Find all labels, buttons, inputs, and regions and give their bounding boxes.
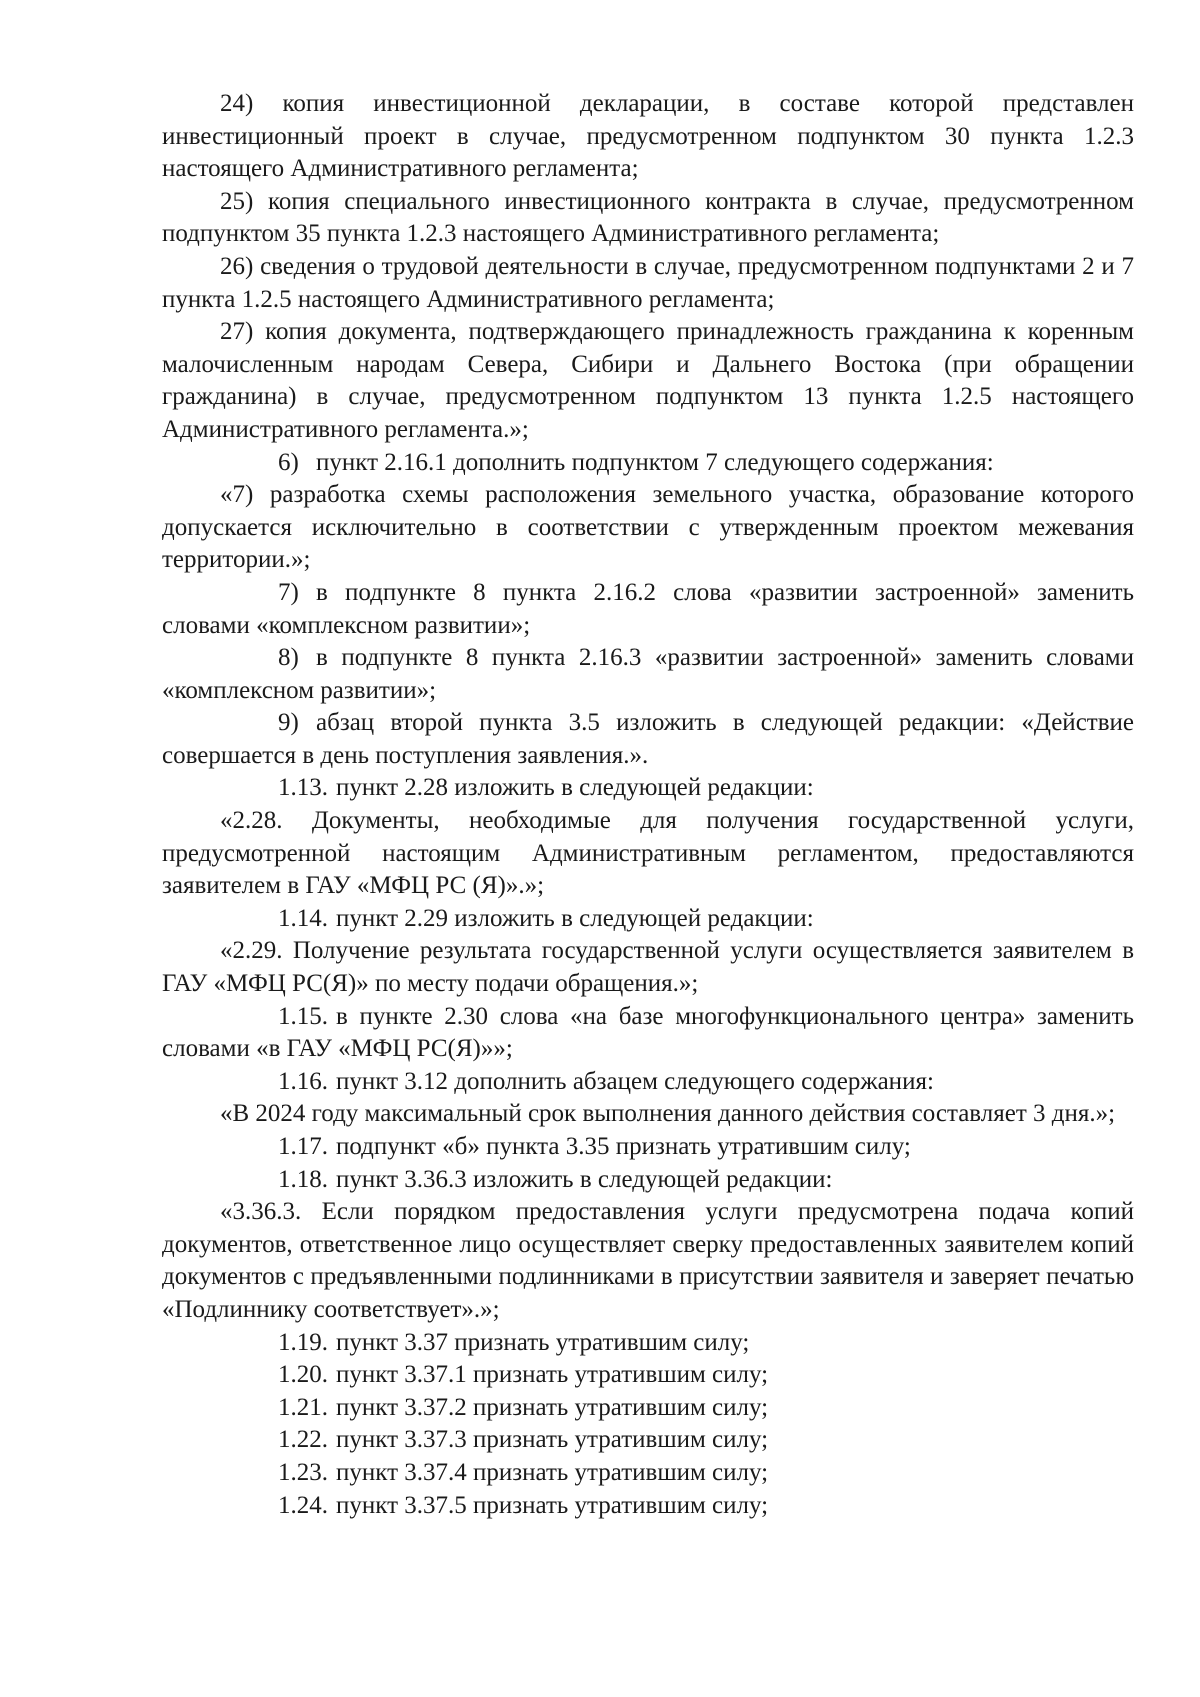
- item-1-14: [162, 903, 1134, 936]
- item-9: [162, 707, 1134, 772]
- item-number: 1.18.: [278, 1165, 328, 1193]
- item-1-24: [162, 1490, 1134, 1523]
- item-1-20: [162, 1359, 1134, 1392]
- item-text: пункт 3.37.5 признать утратившим силу;: [336, 1491, 769, 1519]
- item-6: [162, 447, 1134, 480]
- item-text: в пункте 2.30 слова «на базе многофункционального центра» заменить словами «в ГАУ «МФЦ РС(Я)»»;: [162, 1002, 1134, 1063]
- item-text: пункт 3.36.3 изложить в следующей редакции:: [336, 1165, 833, 1193]
- item-1-13: [162, 772, 1134, 805]
- paragraph-26: 26) сведения о трудовой деятельности в случае, предусмотренном подпунктами 2 и 7 пункта 1.2.5 настоящего Административного регламента;: [162, 252, 1134, 313]
- item-text: пункт 3.37.3 признать утратившим силу;: [336, 1426, 769, 1454]
- paragraph-25: 25) копия специального инвестиционного контракта в случае, предусмотренном подпунктом 35 пункта 1.2.3 настоящего Административного регламента;: [162, 187, 1134, 248]
- item-1-16: [162, 1066, 1134, 1099]
- quote-2-29: «2.29. Получение результата государственной услуги осуществляется заявителем в ГАУ «МФЦ РС(Я)» по месту подачи обращения.»;: [162, 937, 1134, 998]
- item-1-18: [162, 1164, 1134, 1197]
- item-number: 9): [278, 709, 299, 737]
- item-number: 6): [278, 448, 299, 476]
- item-number: 1.16.: [278, 1067, 328, 1095]
- item-1-23: [162, 1457, 1134, 1490]
- item-text: в подпункте 8 пункта 2.16.3 «развитии застроенной» заменить словами «комплексном развитии»;: [162, 644, 1134, 704]
- item-number: 1.22.: [278, 1426, 328, 1454]
- paragraph-24: 24) копия инвестиционной декларации, в составе которой представлен инвестиционный проект в случае, предусмотренном подпунктом 30 пункта 1.2.3 настоящего Административного регламента;: [162, 90, 1134, 183]
- item-1-17: [162, 1131, 1134, 1164]
- item-number: 7): [278, 578, 299, 606]
- quote-3-36-3: «3.36.3. Если порядком предоставления услуги предусмотрена подача копий документов, ответственное лицо осуществляет сверку предоставленных заявителем копий документов с предъявленными подлинниками в присутствии заявителя и заверяет печатью «Подлиннику соответствует».»;: [162, 1198, 1134, 1323]
- item-text: пункт 3.37.2 признать утратившим силу;: [336, 1393, 769, 1421]
- item-number: 1.23.: [278, 1458, 328, 1486]
- item-text: пункт 3.37.1 признать утратившим силу;: [336, 1361, 769, 1389]
- item-text: пункт 2.16.1 дополнить подпунктом 7 следующего содержания:: [316, 448, 994, 476]
- item-7: [162, 577, 1134, 642]
- item-number: 1.20.: [278, 1361, 328, 1389]
- quote-2024: «В 2024 году максимальный срок выполнения данного действия составляет 3 дня.»;: [220, 1100, 1116, 1128]
- item-text: в подпункте 8 пункта 2.16.2 слова «развитии застроенной» заменить словами «комплексном развитии»;: [162, 578, 1134, 639]
- item-number: 8): [278, 644, 299, 672]
- paragraph-27: 27) копия документа, подтверждающего принадлежность гражданина к коренным малочисленным народам Севера, Сибири и Дальнего Востока (при обращении гражданина) в случае, предусмотренном подпунктом 13 пункта 1.2.5 настоящего Административного регламента.»;: [162, 318, 1134, 443]
- item-text: пункт 3.37 признать утратившим силу;: [336, 1328, 750, 1356]
- item-text: подпункт «б» пункта 3.35 признать утратившим силу;: [336, 1133, 911, 1160]
- item-text: пункт 3.37.4 признать утратившим силу;: [336, 1458, 769, 1486]
- item-text: пункт 2.28 изложить в следующей редакции:: [336, 774, 814, 802]
- item-1-21: [162, 1392, 1134, 1425]
- item-number: 1.13.: [278, 774, 328, 802]
- document-body: [162, 88, 1134, 1522]
- item-text: абзац второй пункта 3.5 изложить в следующей редакции: «Действие совершается в день поступления заявления.».: [162, 709, 1134, 769]
- item-number: 1.24.: [278, 1491, 328, 1519]
- item-number: 1.19.: [278, 1328, 328, 1356]
- quote-7: «7) разработка схемы расположения земельного участка, образование которого допускается исключительно в соответствии с утвержденным проектом межевания территории.»;: [162, 481, 1134, 574]
- item-text: пункт 3.12 дополнить абзацем следующего содержания:: [336, 1067, 934, 1095]
- item-1-19: [162, 1327, 1134, 1360]
- item-text: пункт 2.29 изложить в следующей редакции:: [336, 904, 814, 932]
- item-number: 1.15.: [278, 1002, 328, 1030]
- item-1-22: [162, 1424, 1134, 1457]
- item-number: 1.21.: [278, 1393, 328, 1421]
- quote-2-28: «2.28. Документы, необходимые для получения государственной услуги, предусмотренной настоящим Административным регламентом, предоставляются заявителем в ГАУ «МФЦ РС (Я)».»;: [162, 807, 1134, 900]
- item-1-15: [162, 1001, 1134, 1066]
- item-number: 1.17.: [278, 1133, 328, 1160]
- item-number: 1.14.: [278, 904, 328, 932]
- item-8: [162, 642, 1134, 707]
